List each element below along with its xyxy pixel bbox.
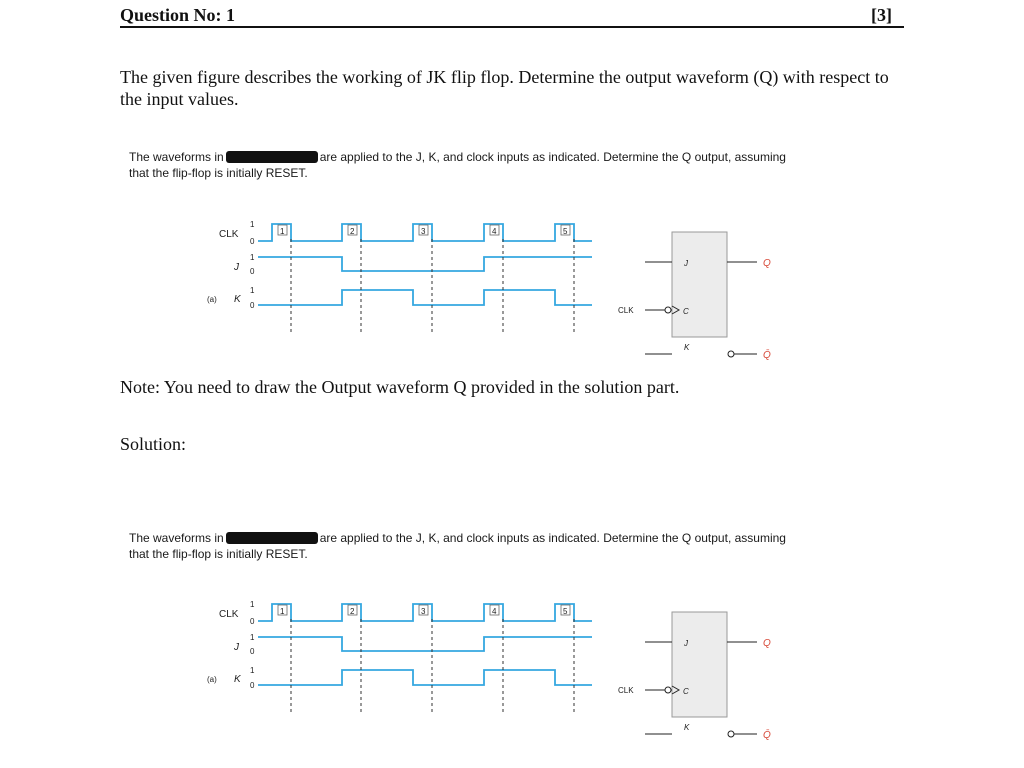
pulse-number: 2 [350,227,355,236]
qbar-bubble [728,731,734,737]
ff-clk-label: CLK [618,306,634,315]
pulse-number: 3 [421,607,426,616]
flipflop-box [672,612,727,717]
clk-bubble [665,687,671,693]
redacted-figure-ref [226,151,318,163]
jk-figure-question [0,210,1024,361]
k-label: K [234,294,241,305]
figure-caption-1 [129,149,786,181]
clk-label: CLK [219,229,239,240]
question-number: Question No: 1 [120,5,236,25]
k-level-high: 1 [250,666,255,675]
ff-qbar-label: Q̄ [763,730,771,741]
k-label: K [234,674,241,685]
j-waveform [258,637,592,651]
j-level-high: 1 [250,253,255,262]
ff-clk-label: CLK [618,686,634,695]
pulse-number: 1 [280,227,285,236]
caption-after: are applied to the J, K, and clock inputs as indicated. Determine the Q output, assuming [319,531,786,545]
ff-qbar-label: Q̄ [763,350,771,361]
qbar-bubble [728,351,734,357]
j-level-high: 1 [250,633,255,642]
k-waveform [258,670,592,685]
pulse-number: 3 [421,227,426,236]
pulse-number: 4 [492,607,497,616]
j-label: J [234,262,239,273]
clk-level-low: 0 [250,237,255,246]
ff-k-label: K [684,343,690,352]
caption-line2: that the flip-flop is initially RESET. [129,547,308,561]
clk-level-high: 1 [250,220,255,229]
ff-c-label: C [683,307,689,316]
clk-label: CLK [219,609,239,620]
caption-before: The waveforms in [129,150,224,164]
caption-after: are applied to the J, K, and clock inputs as indicated. Determine the Q output, assuming [319,150,786,164]
k-level-low: 0 [250,681,255,690]
jk-figure-solution [0,590,1024,741]
j-level-low: 0 [250,267,255,276]
figure-caption-2 [129,530,786,562]
pulse-number: 5 [563,227,568,236]
pulse-number: 2 [350,607,355,616]
redacted-figure-ref [226,532,318,544]
note-text: Note: You need to draw the Output waveform Q provided in the solution part. [120,377,680,397]
j-label: J [234,642,239,653]
header-rule [120,26,904,28]
pulse-number: 4 [492,227,497,236]
flipflop-box [672,232,727,337]
clk-bubble [665,307,671,313]
j-waveform [258,257,592,271]
ff-q-label: Q [763,638,771,649]
question-text: The given figure describes the working of JK flip flop. Determine the output waveform (Q) with respect to the input values. [120,67,889,109]
k-level-low: 0 [250,301,255,310]
ff-j-label: J [684,639,688,648]
solution-label: Solution: [120,434,187,454]
part-label: (a) [207,295,217,304]
pulse-number: 5 [563,607,568,616]
j-level-low: 0 [250,647,255,656]
part-label: (a) [207,675,217,684]
question-marks: [3] [871,5,892,25]
pulse-number: 1 [280,607,285,616]
caption-line2: that the flip-flop is initially RESET. [129,166,308,180]
ff-k-label: K [684,723,690,732]
k-level-high: 1 [250,286,255,295]
ff-q-label: Q [763,258,771,269]
clk-level-low: 0 [250,617,255,626]
k-waveform [258,290,592,305]
ff-j-label: J [684,259,688,268]
ff-c-label: C [683,687,689,696]
caption-before: The waveforms in [129,531,224,545]
clk-level-high: 1 [250,600,255,609]
